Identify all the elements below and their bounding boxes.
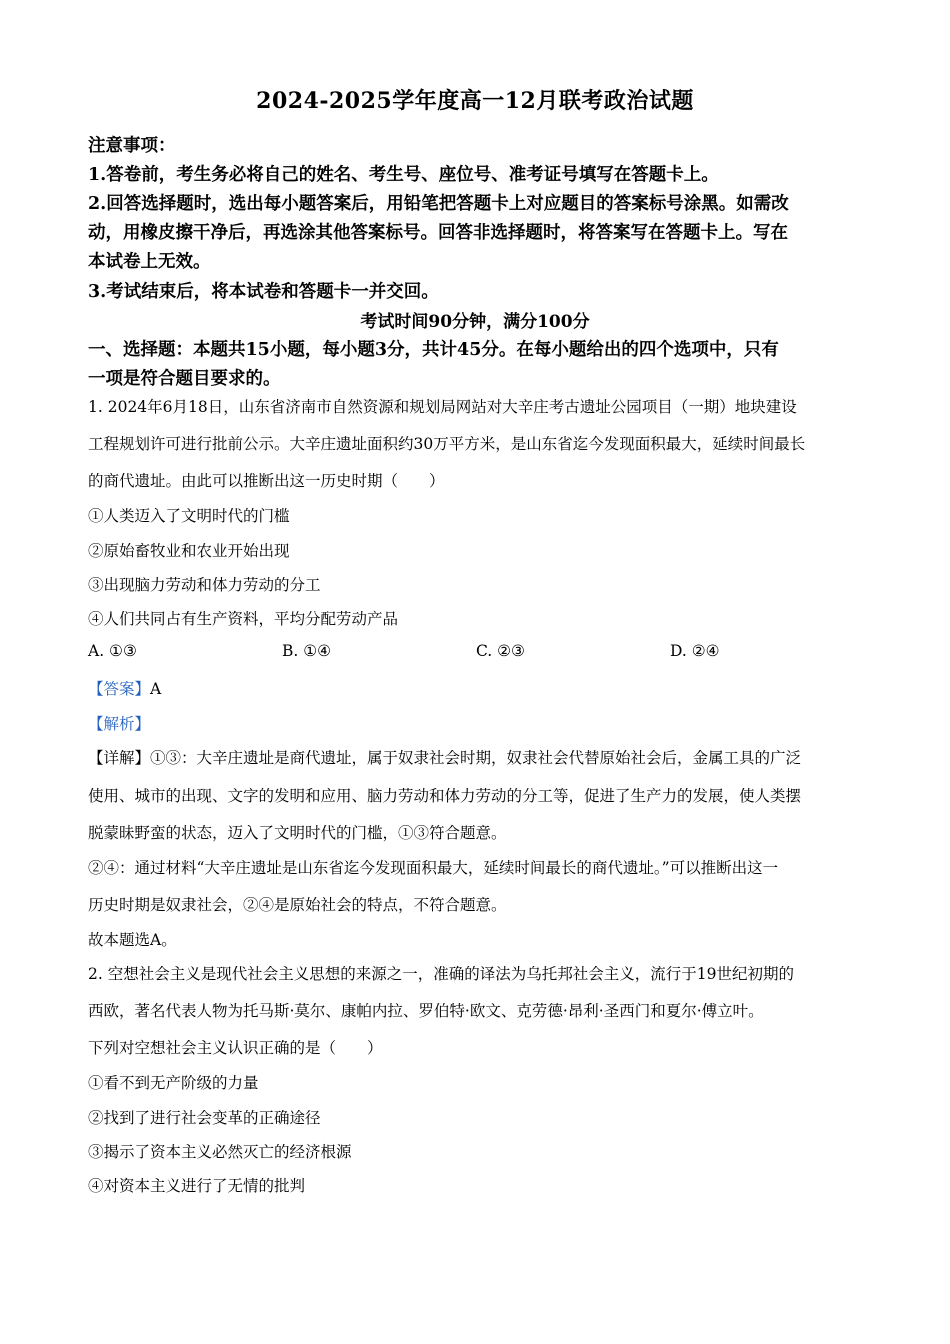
q1-statement-1: ①人类迈入了文明时代的门槛	[88, 507, 290, 525]
notes-heading: 注意事项：	[88, 136, 176, 156]
q2-stem-line-2: 西欧，著名代表人物为托马斯·莫尔、康帕内拉、罗伯特·欧文、克劳德·昂利·圣西门和夏尔·傅立叶。	[88, 1002, 764, 1020]
q2-stem-line-1: 2. 空想社会主义是现代社会主义思想的来源之一，准确的译法为乌托邦社会主义，流行于19世纪初期的	[88, 965, 794, 983]
q1-answer-row	[88, 677, 161, 699]
q1-option-a: A. ①③	[88, 642, 137, 660]
q1-option-b: B. ①④	[282, 642, 332, 660]
note-2-line-2: 动，用橡皮擦干净后，再选涂其他答案标号。回答非选择题时，将答案写在答题卡上。写在	[88, 223, 788, 243]
section-1-line-2: 一项是符合题目要求的。	[88, 369, 281, 389]
analysis-label: 【解析】	[88, 715, 151, 733]
q1-detail-line-4: ②④：通过材料“大辛庄遗址是山东省迄今发现面积最大，延续时间最长的商代遗址。”可以推断出这一	[88, 859, 779, 877]
exam-time: 考试时间90分钟，满分100分	[360, 312, 590, 332]
q1-statement-3: ③出现脑力劳动和体力劳动的分工	[88, 576, 321, 594]
q2-stem-line-3: 下列对空想社会主义认识正确的是（ ）	[88, 1039, 383, 1057]
q1-stem-line-3: 的商代遗址。由此可以推断出这一历史时期（ ）	[88, 472, 445, 490]
q1-option-c: C. ②③	[476, 642, 525, 660]
q2-statement-3: ③揭示了资本主义必然灭亡的经济根源	[88, 1143, 352, 1161]
q2-statement-2: ②找到了进行社会变革的正确途径	[88, 1109, 321, 1127]
note-1: 1.答卷前，考生务必将自己的姓名、考生号、座位号、准考证号填写在答题卡上。	[88, 165, 719, 185]
q1-statement-4: ④人们共同占有生产资料，平均分配劳动产品	[88, 610, 399, 628]
q1-option-d: D. ②④	[670, 642, 720, 660]
q1-statement-2: ②原始畜牧业和农业开始出现	[88, 542, 290, 560]
answer-value: A	[150, 680, 162, 698]
q1-detail-line-5: 历史时期是奴隶社会，②④是原始社会的特点，不符合题意。	[88, 896, 507, 914]
note-2-line-1: 2.回答选择题时，选出每小题答案后，用铅笔把答题卡上对应题目的答案标号涂黑。如需改	[88, 194, 789, 214]
q1-stem-line-1: 1. 2024年6月18日，山东省济南市自然资源和规划局网站对大辛庄考古遗址公园项目（一期）地块建设	[88, 398, 797, 416]
q2-statement-4: ④对资本主义进行了无情的批判	[88, 1177, 306, 1195]
q1-conclusion: 故本题选A。	[88, 931, 177, 949]
q1-detail-line-3: 脱蒙昧野蛮的状态，迈入了文明时代的门槛，①③符合题意。	[88, 824, 507, 842]
answer-label: 【答案】	[88, 680, 151, 698]
q1-detail-line-2: 使用、城市的出现、文字的发明和应用、脑力劳动和体力劳动的分工等，促进了生产力的发展，使人类摆	[88, 787, 802, 805]
q1-stem-line-2: 工程规划许可进行批前公示。大辛庄遗址面积约30万平方米，是山东省迄今发现面积最大，延续时间最长	[88, 435, 806, 453]
note-2-line-3: 本试卷上无效。	[88, 252, 211, 272]
q1-detail-line-1: 【详解】①③：大辛庄遗址是商代遗址，属于奴隶社会时期，奴隶社会代替原始社会后，金属工具的广泛	[88, 749, 802, 767]
page-title: 2024-2025学年度高一12月联考政治试题	[256, 88, 694, 114]
q2-statement-1: ①看不到无产阶级的力量	[88, 1074, 259, 1092]
note-3: 3.考试结束后，将本试卷和答题卡一并交回。	[88, 282, 439, 302]
section-1-line-1: 一、选择题：本题共15小题，每小题3分，共计45分。在每小题给出的四个选项中，只有	[88, 340, 779, 360]
